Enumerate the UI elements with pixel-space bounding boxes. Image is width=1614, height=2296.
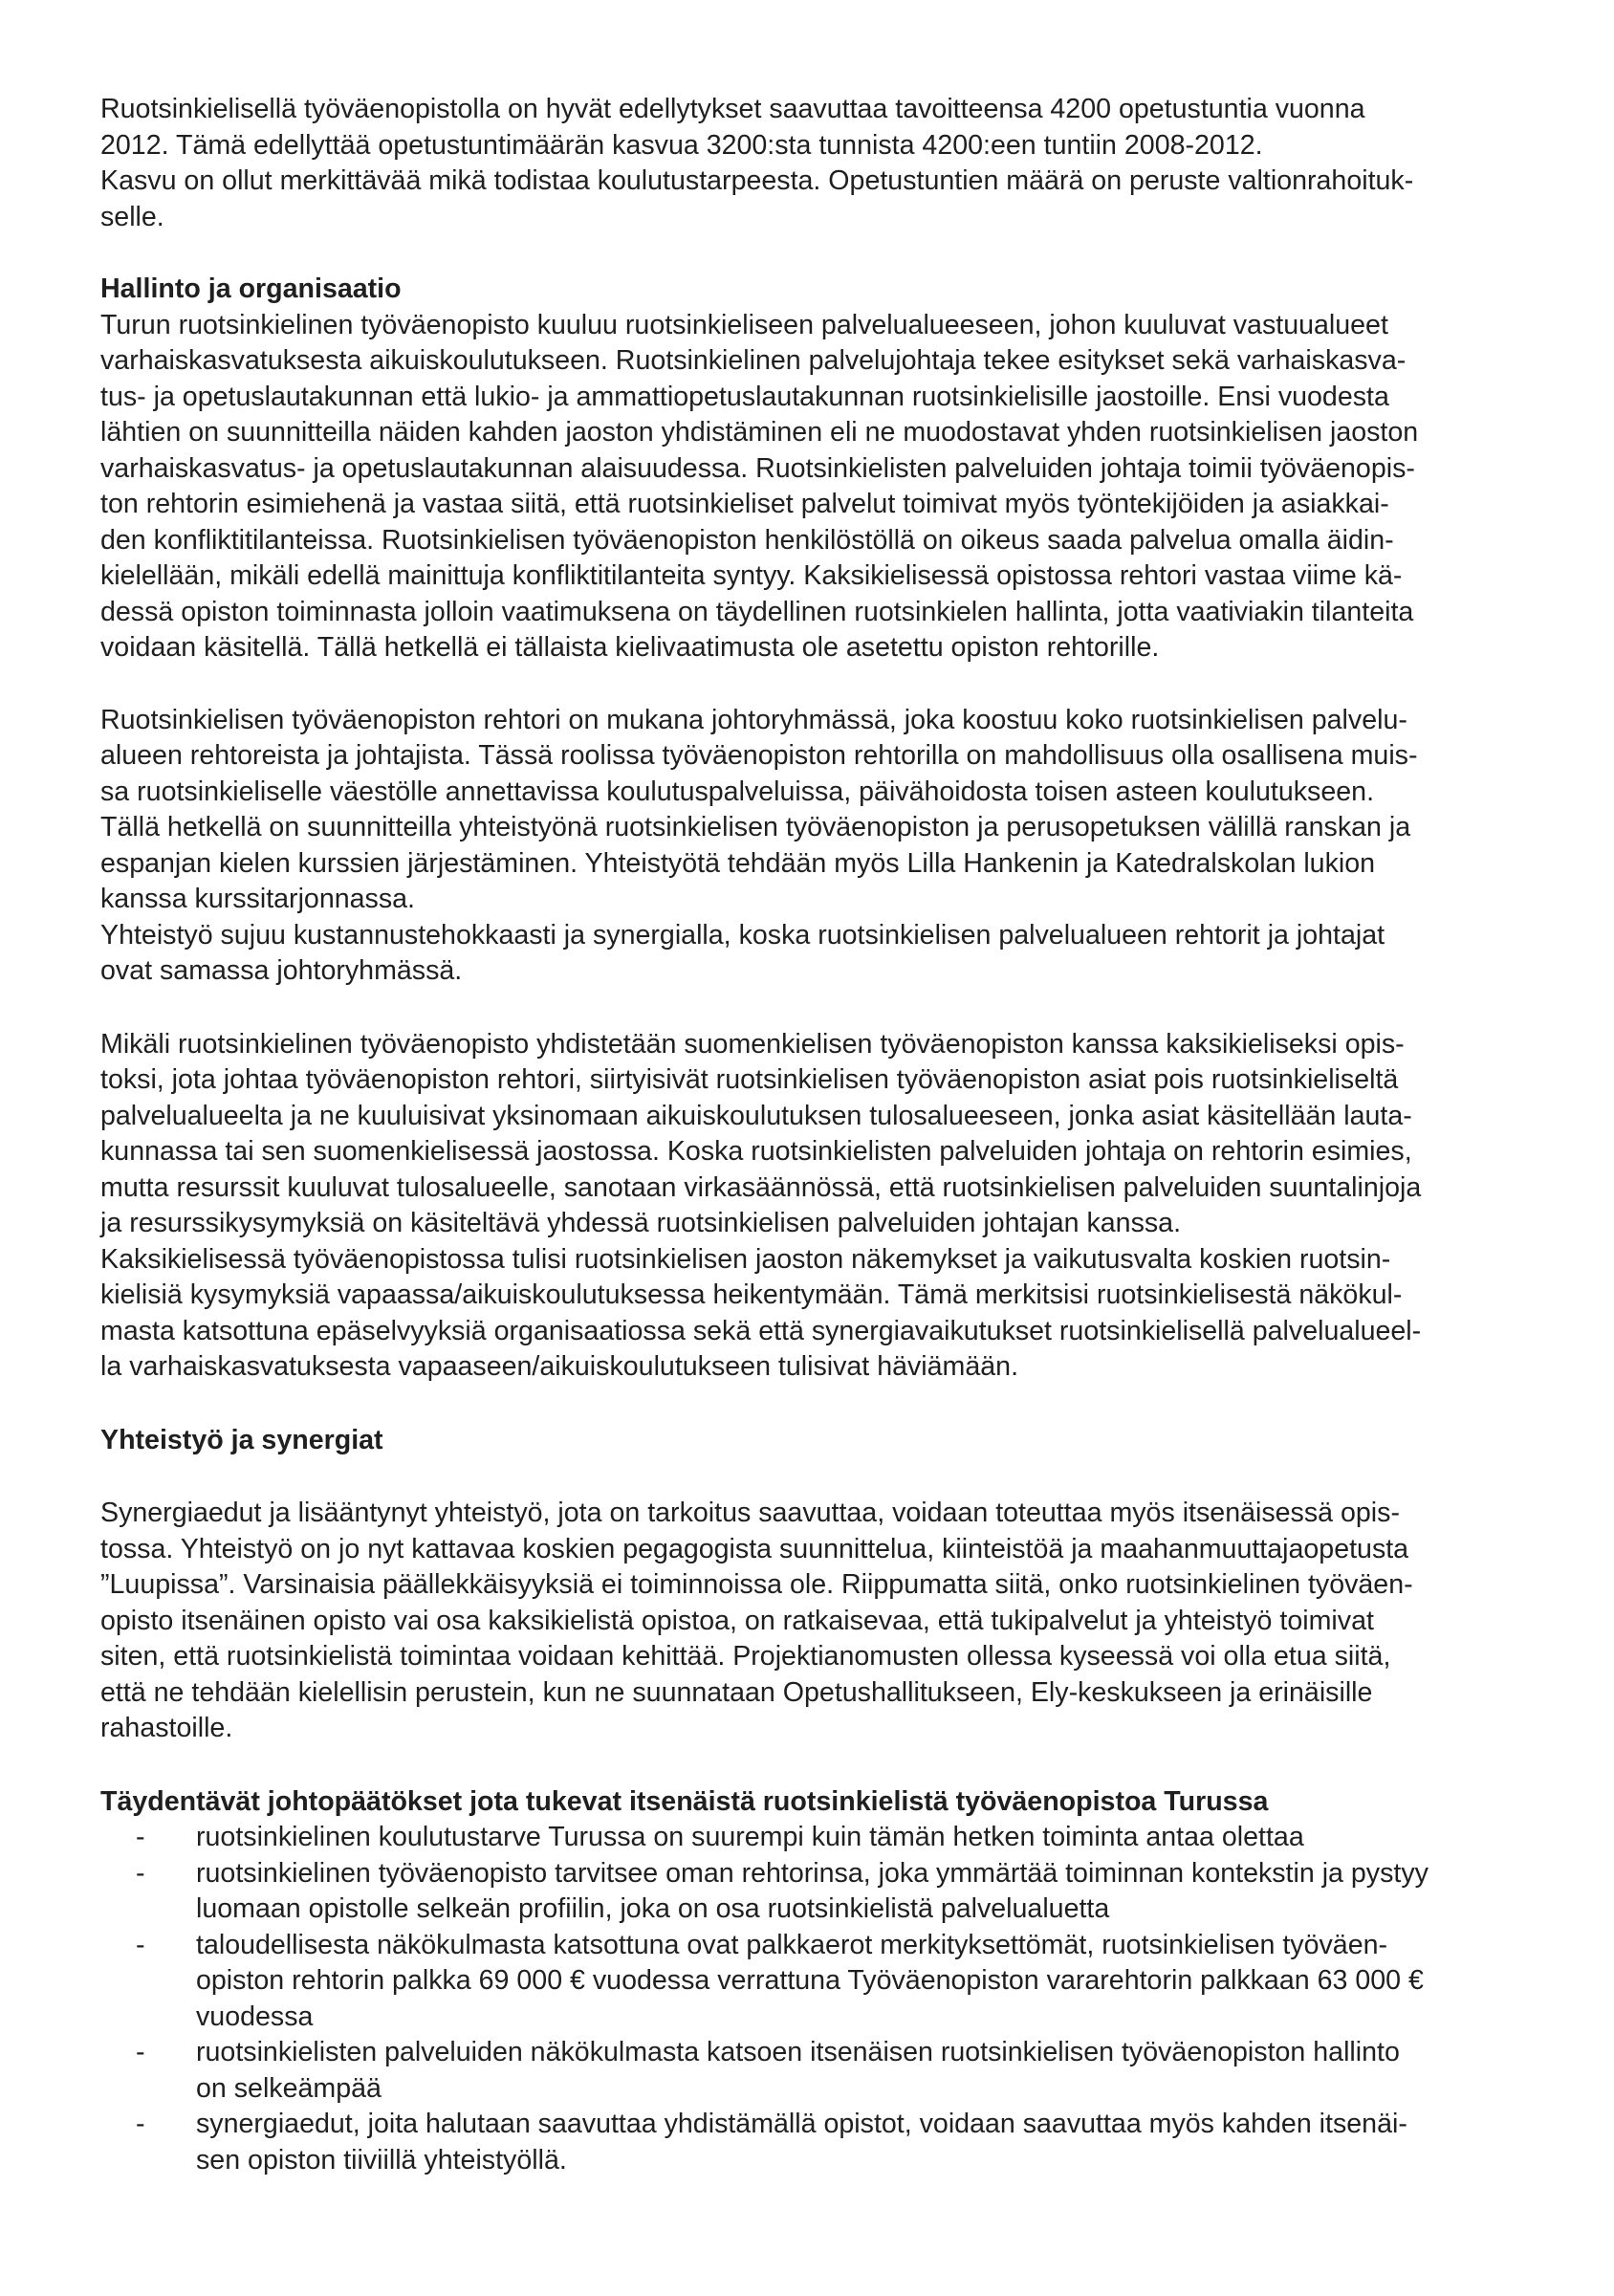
text-line: Kaksikielisessä työväenopistossa tulisi ruotsinkielisen jaoston näkemykset ja vaikutusvalta koskien ruotsin- [100,1243,1391,1275]
text-line: Tällä hetkellä on suunnitteilla yhteistyönä ruotsinkielisen työväenopiston ja perusopetuksen välillä ranskan ja [100,812,1411,842]
text-line: selle. [100,201,164,232]
text-line: mutta resurssit kuuluvat tulosalueelle, sanotaan virkasäännössä, että ruotsinkielisen palveluiden suuntalinjoja [100,1171,1422,1203]
text-line: on selkeämpää [196,2072,382,2104]
text-line: synergiaedut, joita halutaan saavuttaa yhdistämällä opistot, voidaan saavuttaa myös kahden itsenäi- [196,2109,1407,2139]
text-line: tus- ja opetuslautakunnan että lukio- ja ammattiopetuslautakunnan ruotsinkielisille jaostoille. Ensi vuodesta [100,381,1389,412]
bullet-dash: - [136,1857,145,1889]
text-line: Yhteistyö sujuu kustannustehokkaasti ja synergialla, koska ruotsinkielisen palvelualueen rehtorit ja johtajat [100,919,1385,951]
text-line: ruotsinkielinen koulutustarve Turussa on suurempi kuin tämän hetken toiminta antaa olettaa [196,1822,1304,1852]
section-heading: Yhteistyö ja synergiat [100,1424,383,1455]
paragraph [100,1027,1573,1386]
text-line: opiston rehtorin palkka 69 000 € vuodessa verrattuna Työväenopiston vararehtorin palkkaan 63 000 € [196,1965,1424,1996]
section-heading: Täydentävät johtopäätökset jota tukevat itsenäistä ruotsinkielistä työväenopistoa Turussa [100,1785,1269,1817]
text-line: sa ruotsinkieliselle väestölle annettavissa koulutuspalveluissa, päivähoidosta toisen asteen koulutukseen. [100,776,1375,807]
text-line: tossa. Yhteistyö on jo nyt kattavaa koskien pegagogista suunnittelua, kiinteistöä ja maahanmuuttajaopetusta [100,1533,1409,1564]
intro-paragraph [100,92,1573,235]
section-johtopaatokset [100,1784,1573,2179]
text-line: espanjan kielen kurssien järjestäminen. Yhteistyötä tehdään myös Lilla Hankenin ja Katedralskolan lukion [100,847,1376,879]
document-page [100,92,1573,2178]
section-heading: Hallinto ja organisaatio [100,273,402,304]
text-line: varhaiskasvatus- ja opetuslautakunnan alaisuudessa. Ruotsinkielisten palveluiden johtaja toimii työväenopis- [100,452,1415,484]
text-line: ruotsinkielinen työväenopisto tarvitsee oman rehtorinsa, joka ymmärtää toiminnan kontekstin ja pystyy [196,1857,1429,1889]
text-line: ovat samassa johtoryhmässä. [100,955,463,986]
list-item [100,2107,1573,2178]
text-line: Kasvu on ollut merkittävää mikä todistaa koulutustarpeesta. Opetustuntien määrä on peruste valtionrahoituk- [100,165,1414,196]
section-hallinto [100,272,1573,1386]
text-line: ”Luupissa”. Varsinaisia päällekkäisyyksiä ei toiminnoissa ole. Riippumatta siitä, onko ruotsinkielinen työväen- [100,1569,1413,1600]
text-line: taloudellisesta näkökulmasta katsottuna ovat palkkaerot merkityksettömät, ruotsinkielisen työväen- [196,1929,1388,1960]
text-line: kielellään, mikäli edellä mainittuja konfliktitilanteita syntyy. Kaksikielisessä opistossa rehtori vastaa viime kä- [100,560,1403,591]
text-line: vuodessa [196,2001,314,2032]
text-line: Ruotsinkielisen työväenopiston rehtori on mukana johtoryhmässä, joka koostuu koko ruotsinkielisen palvelu- [100,704,1407,735]
conclusion-list [100,1820,1573,2178]
text-line: Ruotsinkielisellä työväenopistolla on hyvät edellytykset saavuttaa tavoitteensa 4200 opetustuntia vuonna [100,94,1365,124]
list-item [100,2035,1573,2107]
text-line: kanssa kurssitarjonnassa. [100,884,415,914]
text-line: Synergiaedut ja lisääntynyt yhteistyö, jota on tarkoitus saavuttaa, voidaan toteuttaa myös itsenäisessä opis- [100,1498,1400,1528]
text-line: sen opiston tiiviillä yhteistyöllä. [196,2144,567,2176]
bullet-dash: - [136,1822,145,1852]
text-line: ja resurssikysymyksiä on käsiteltävä yhdessä ruotsinkielisen palveluiden johtajan kanssa. [100,1208,1182,1238]
text-line: Turun ruotsinkielinen työväenopisto kuuluu ruotsinkieliseen palvelualueeseen, johon kuuluvat vastuualueet [100,309,1388,340]
list-item [100,1928,1573,2036]
bullet-dash: - [136,1929,145,1960]
text-line: rahastoille. [100,1713,233,1743]
text-line: Mikäli ruotsinkielinen työväenopisto yhdistetään suomenkielisen työväenopiston kanssa kaksikieliseksi opis- [100,1028,1405,1060]
text-line: palvelualueelta ja ne kuuluisivat yksinomaan aikuiskoulutuksen tulosalueeseen, jonka asiat käsitellään lauta- [100,1100,1412,1131]
text-line: kunnassa tai sen suomenkielisessä jaostossa. Koska ruotsinkielisten palveluiden johtaja on rehtorin esimies, [100,1136,1412,1167]
text-line: lähtien on suunnitteilla näiden kahden jaoston yhdistäminen eli ne muodostavat yhden ruotsinkielisen jaoston [100,417,1419,448]
text-line: varhaiskasvatuksesta aikuiskoulutukseen. Ruotsinkielinen palvelujohtaja tekee esitykset sekä varhaiskasva- [100,345,1407,376]
text-line: dessä opiston toiminnasta jolloin vaatimuksena on täydellinen ruotsinkielen hallinta, jotta vaativiakin tilanteita [100,596,1414,627]
section-yhteistyo [100,1423,1573,1747]
list-item [100,1856,1573,1928]
text-line: että ne tehdään kielellisin perustein, kun ne suunnataan Opetushallitukseen, Ely-keskukseen ja erinäisille [100,1676,1373,1708]
bullet-dash: - [136,2109,145,2139]
text-line: 2012. Tämä edellyttää opetustuntimäärän kasvua 3200:sta tunnista 4200:een tuntiin 2008-2012. [100,129,1263,161]
text-line: toksi, jota johtaa työväenopiston rehtori, siirtyisivät ruotsinkielisen työväenopiston asiat pois ruotsinkieliseltä [100,1064,1399,1095]
bullet-dash: - [136,2037,145,2067]
text-line: den konfliktitilanteissa. Ruotsinkielisen työväenopiston henkilöstöllä on oikeus saada palvelua omalla äidin- [100,524,1394,556]
paragraph [100,703,1573,990]
paragraph [100,1496,1573,1747]
text-line: ruotsinkielisten palveluiden näkökulmasta katsoen itsenäisen ruotsinkielisen työväenopiston hallinto [196,2037,1400,2067]
text-line: siten, että ruotsinkielistä toimintaa voidaan kehittää. Projektianomusten ollessa kyseessä voi olla etua siitä, [100,1641,1391,1672]
text-line: luomaan opistolle selkeän profiilin, joka on osa ruotsinkielistä palvelualuetta [196,1893,1110,1924]
text-line: la varhaiskasvatuksesta vapaaseen/aikuiskoulutukseen tulisivat häviämään. [100,1351,1019,1382]
list-item [100,1820,1573,1856]
paragraph [100,308,1573,667]
text-line: kielisiä kysymyksiä vapaassa/aikuiskoulutuksessa heikentymään. Tämä merkitsisi ruotsinkielisestä näkökul- [100,1279,1403,1310]
text-line: alueen rehtoreista ja johtajista. Tässä roolissa työväenopiston rehtorilla on mahdollisuus olla osallisena muis- [100,740,1418,771]
text-line: opisto itsenäinen opisto vai osa kaksikielistä opistoa, on ratkaisevaa, että tukipalvelut ja yhteistyö toimivat [100,1605,1374,1636]
text-line: voidaan käsitellä. Tällä hetkellä ei tällaista kielivaatimusta ole asetettu opiston rehtorille. [100,632,1160,663]
text-line: ton rehtorin esimiehenä ja vastaa siitä, että ruotsinkieliset palvelut toimivat myös työntekijöiden ja asiakkai- [100,489,1389,519]
text-line: masta katsottuna epäselvyyksiä organisaatiossa sekä että synergiavaikutukset ruotsinkielisellä palvelualueel- [100,1315,1422,1346]
